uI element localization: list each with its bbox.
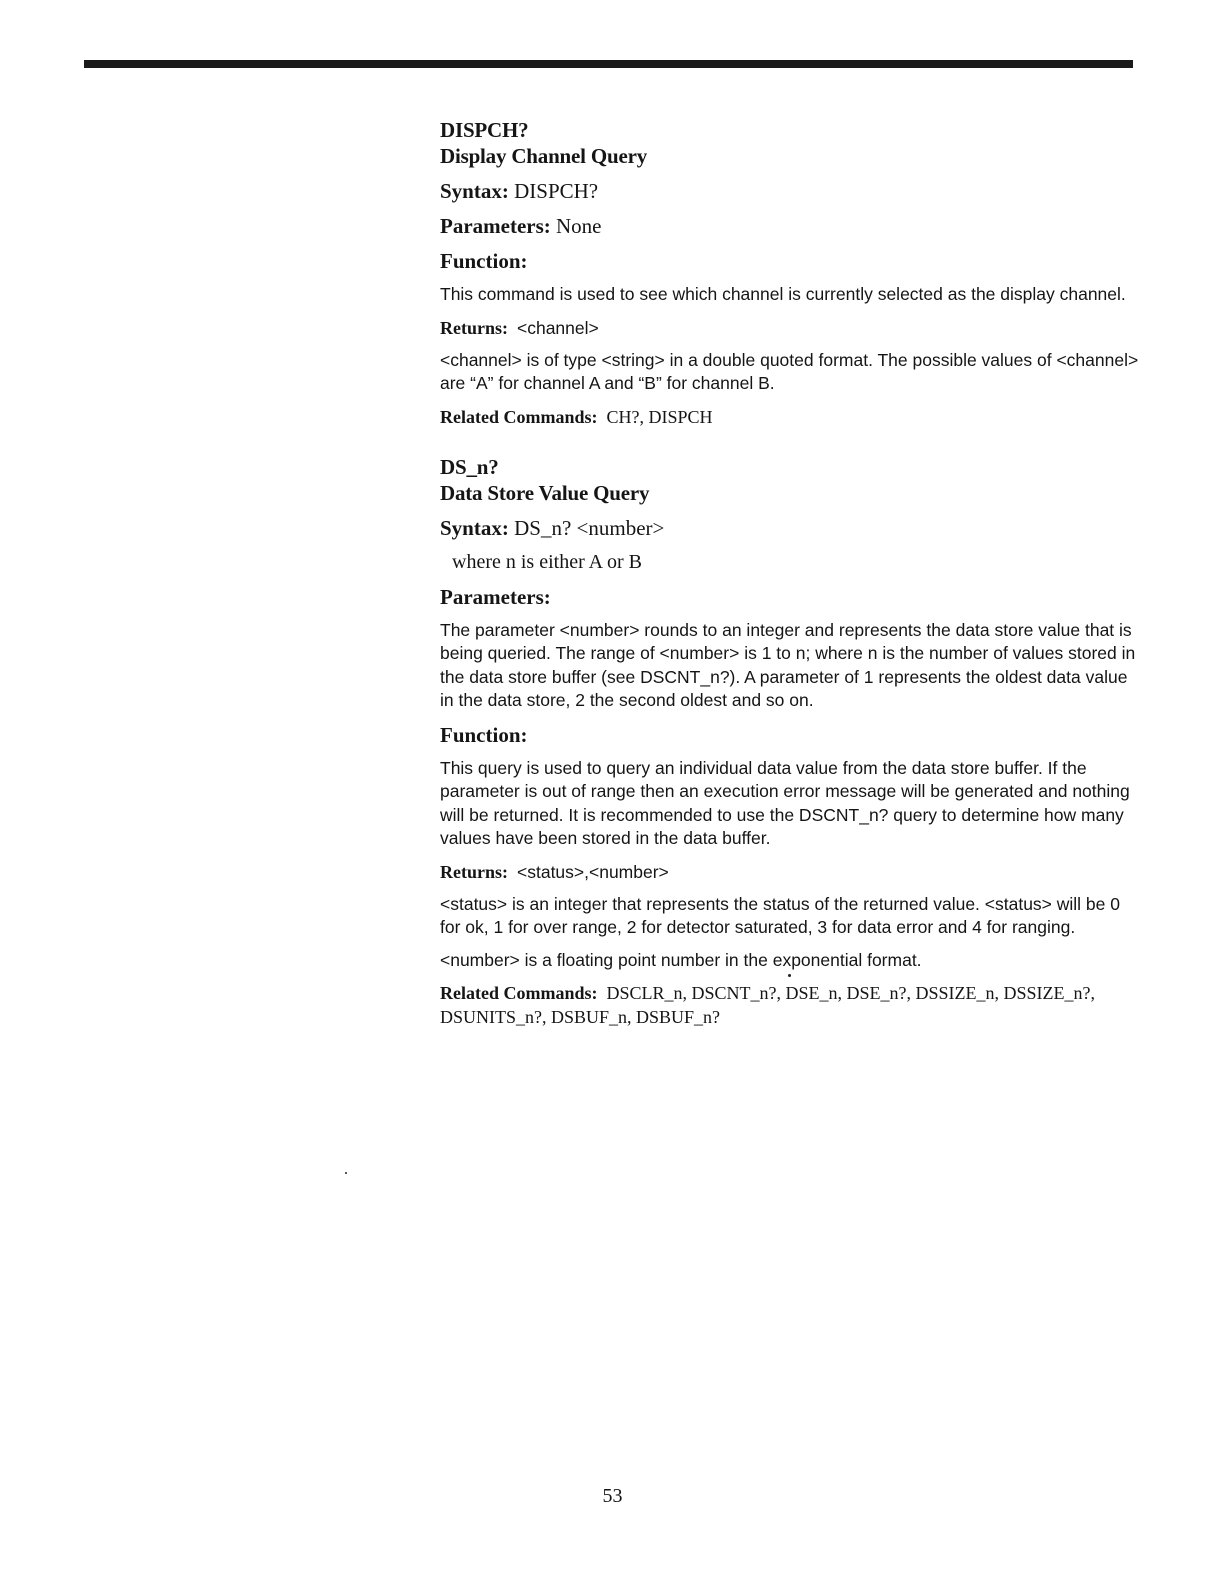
- parameters-line: [440, 213, 1140, 239]
- related-commands-value: DSCLR_n, DSCNT_n?, DSE_n, DSE_n?, DSSIZE_n, DSSIZE_n?, DSUNITS_n?, DSBUF_n, DSBUF_n?: [440, 983, 1096, 1027]
- returns-label: Returns:: [440, 317, 508, 338]
- syntax-line: [440, 178, 1140, 204]
- function-text: This query is used to query an individual data value from the data store buffer. If the parameter is out of range then an execution error message will be generated and nothing will be returned. It is recommended to use the DSCNT_n? query to determine how many values have been stored in the data buffer.: [440, 757, 1130, 848]
- syntax-label: Syntax:: [440, 515, 509, 540]
- command-dispch: [440, 118, 1140, 429]
- syntax-note: where n is either A or B: [452, 550, 642, 573]
- parameters-value: None: [556, 214, 602, 238]
- page-number: 53: [602, 1485, 623, 1507]
- returns-text-status: <status> is an integer that represents the status of the returned value. <status> will be 0 for ok, 1 for over range, 2 for detector saturated, 3 for data error and 4 for ranging.: [440, 893, 1120, 937]
- syntax-value: DISPCH?: [514, 179, 599, 203]
- scan-speck: [788, 974, 791, 977]
- function-label: Function:: [440, 722, 528, 747]
- parameters-label: Parameters:: [440, 584, 551, 609]
- command-name: DS_n?: [440, 454, 499, 479]
- top-rule: [84, 60, 1133, 68]
- syntax-line: [440, 515, 1140, 541]
- returns-text: <channel> is of type <string> in a double quoted format. The possible values of <channel> are “A” for channel A and “B” for channel B.: [440, 349, 1139, 393]
- related-commands-line: [440, 405, 1140, 429]
- function-text: This command is used to see which channel is currently selected as the display channel.: [440, 284, 1126, 304]
- scan-speck: [345, 1172, 347, 1174]
- returns-label: Returns:: [440, 861, 508, 882]
- returns-text-number: <number> is a floating point number in the exponential format.: [440, 949, 922, 970]
- returns-line: [440, 316, 1140, 340]
- returns-value: <channel>: [517, 317, 599, 338]
- syntax-label: Syntax:: [440, 179, 509, 203]
- parameters-text: The parameter <number> rounds to an integer and represents the data store value that is being queried. The range of <number> is 1 to n; where n is the number of values stored in the data store buffer (see DSCNT_n?). A parameter of 1 represents the oldest data value in the data store, 2 the second oldest and so on.: [440, 619, 1136, 710]
- related-commands-value: CH?, DISPCH: [606, 406, 713, 427]
- function-label: Function:: [440, 249, 528, 273]
- syntax-value: DS_n? <number>: [514, 515, 665, 540]
- page-content: [440, 118, 1140, 1029]
- returns-line: [440, 860, 1140, 884]
- related-commands-line: [440, 981, 1140, 1029]
- related-commands-label: Related Commands:: [440, 983, 598, 1003]
- command-title: Data Store Value Query: [440, 480, 650, 505]
- parameters-label: Parameters:: [440, 214, 551, 238]
- command-name: DISPCH?: [440, 118, 529, 142]
- related-commands-label: Related Commands:: [440, 406, 598, 427]
- command-ds-n: [440, 455, 1140, 1030]
- returns-value: <status>,<number>: [517, 861, 669, 882]
- command-title: Display Channel Query: [440, 144, 647, 168]
